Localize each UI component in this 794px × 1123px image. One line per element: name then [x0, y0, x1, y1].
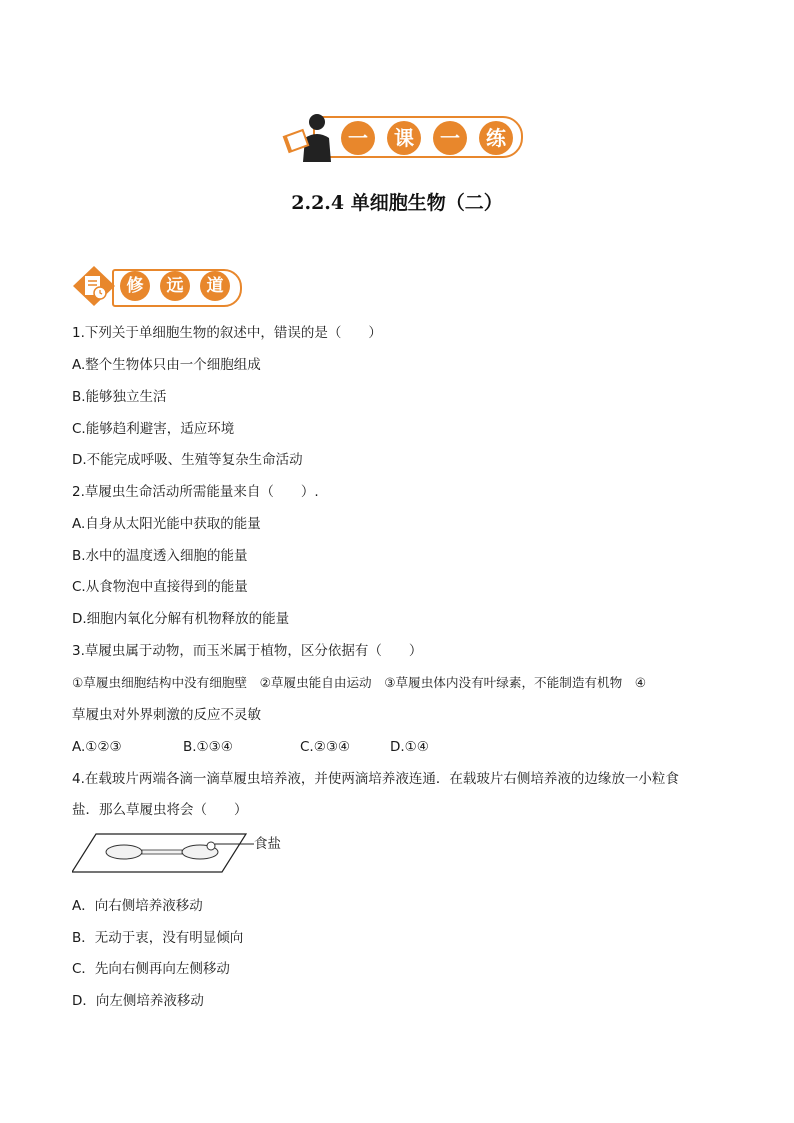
section-char-2: 远 [160, 271, 190, 301]
banner-char-2: 课 [387, 121, 421, 155]
question-2-option-a: A.自身从太阳光能中获取的能量 [72, 516, 261, 532]
section-header [72, 265, 242, 307]
slide-diagram [72, 832, 292, 876]
question-4-option-c: C．先向右侧再向左侧移动 [72, 961, 230, 977]
document-clock-icon [72, 265, 116, 307]
banner-char-1: 一 [341, 121, 375, 155]
question-4-option-a: A．向右侧培养液移动 [72, 898, 203, 914]
question-2-option-b: B.水中的温度透入细胞的能量 [72, 548, 248, 564]
section-char-1: 修 [120, 271, 150, 301]
question-4-stem: 4.在载玻片两端各滴一滴草履虫培养液，并使两滴培养液连通．在载玻片右侧培养液的边缘放一小粒食 [72, 771, 679, 787]
question-1-option-d: D.不能完成呼吸、生殖等复杂生命活动 [72, 452, 303, 468]
reader-illustration-icon [275, 110, 335, 162]
question-3-option-a: A.①②③ [72, 739, 122, 755]
header-banner [275, 110, 523, 160]
question-3-statements-cont: 草履虫对外界刺激的反应不灵敏 [72, 707, 261, 723]
banner-char-4: 练 [479, 121, 513, 155]
question-1-option-b: B.能够独立生活 [72, 389, 167, 405]
question-3-option-d: D.①④ [390, 739, 429, 755]
question-2-option-d: D.细胞内氧化分解有机物释放的能量 [72, 611, 290, 627]
question-1-option-a: A.整个生物体只由一个细胞组成 [72, 357, 261, 373]
section-char-3: 道 [200, 271, 230, 301]
question-3-option-c: C.②③④ [300, 739, 351, 755]
question-4-option-d: D．向左侧培养液移动 [72, 993, 204, 1009]
salt-label: 食盐 [254, 836, 281, 852]
banner-char-3: 一 [433, 121, 467, 155]
question-2-option-c: C.从食物泡中直接得到的能量 [72, 579, 248, 595]
question-4-option-b: B．无动于衷，没有明显倾向 [72, 930, 244, 946]
question-3-stem: 3.草履虫属于动物，而玉米属于植物，区分依据有（ ） [72, 643, 423, 659]
question-2-stem: 2.草履虫生命活动所需能量来自（ ）. [72, 484, 319, 500]
question-3-option-b: B.①③④ [183, 739, 233, 755]
question-4-stem-cont: 盐．那么草履虫将会（ ） [72, 802, 248, 818]
page-title: 2.2.4 单细胞生物（二） [291, 192, 503, 214]
question-1-stem: 1.下列关于单细胞生物的叙述中，错误的是（ ） [72, 325, 382, 341]
question-3-statements: ①草履虫细胞结构中没有细胞壁 ②草履虫能自由运动 ③草履虫体内没有叶绿素，不能制造有机物 ④ [72, 675, 647, 690]
question-1-option-c: C.能够趋利避害，适应环境 [72, 421, 235, 437]
